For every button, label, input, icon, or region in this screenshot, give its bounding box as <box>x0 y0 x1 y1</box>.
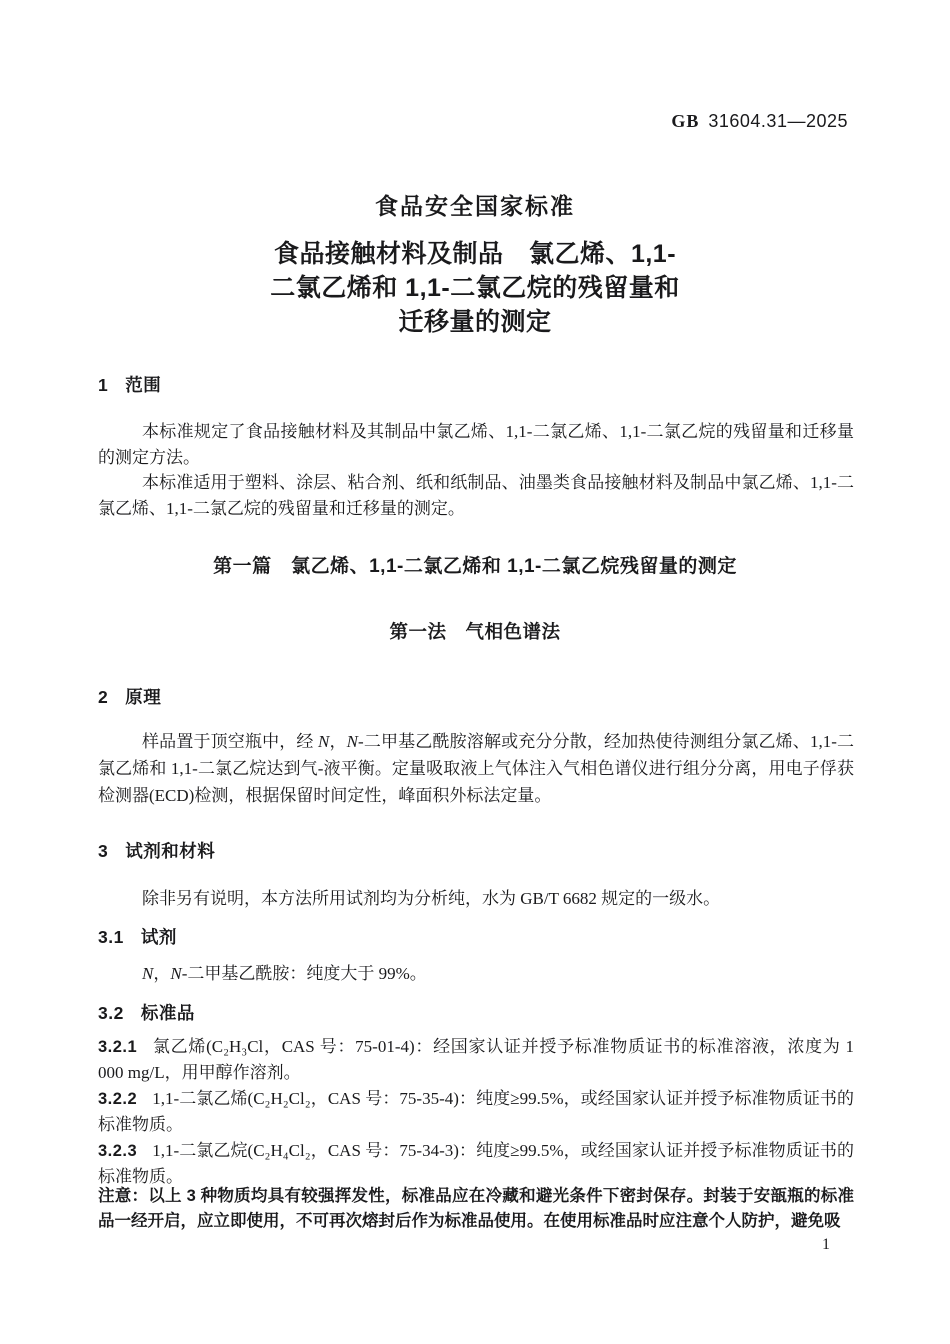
text-run: ， <box>329 732 347 751</box>
method-1-heading: 第一法 气相色谱法 <box>389 621 561 642</box>
clause-3-2-number: 3.2 <box>98 1003 124 1023</box>
clause-3-2-title: 标准品 <box>140 1003 195 1023</box>
clause-1-title: 范围 <box>125 375 162 395</box>
text-run: -二甲基乙酰胺：纯度大于 99%。 <box>181 964 427 983</box>
part-1-heading: 第一篇 氯乙烯、1,1-二氯乙烯和 1,1-二氯乙烷残留量的测定 <box>213 556 737 577</box>
standard-item-3-2-2 <box>98 1086 854 1138</box>
principle-paragraph <box>98 728 854 809</box>
text-run: N <box>142 964 154 983</box>
scope-paragraph-1: 本标准规定了食品接触材料及其制品中氯乙烯、1,1-二氯乙烯、1,1-二氯乙烷的残留量和迁移量的测定方法。 <box>98 422 854 467</box>
clause-3-number: 3 <box>98 841 109 861</box>
caution-note: 注意：以上 3 种物质均具有较强挥发性，标准品应在冷藏和避光条件下密封保存。封装于安瓿瓶的标准品一经开启，应立即使用，不可再次熔封后作为标准品使用。在使用标准品时应注意个人防护，避免吸 <box>98 1187 854 1230</box>
text-run: N <box>346 732 359 751</box>
standard-item-3-2-3 <box>98 1138 854 1190</box>
standard-code <box>671 111 848 132</box>
standard-item-3-2-2-number: 3.2.2 <box>98 1090 138 1108</box>
clause-3-1-number: 3.1 <box>98 927 124 947</box>
standard-item-3-2-2-text: 1,1-二氯乙烯(C₂H₂Cl₂，CAS 号：75-35-4)：纯度≥99.5%，或经国家认证并授予标准物质证书的标准物质。 <box>98 1089 854 1134</box>
clause-3-1-title: 试剂 <box>140 927 177 947</box>
clause-3-heading <box>98 838 854 863</box>
standard-item-3-2-3-text: 1,1-二氯乙烷(C₂H₄Cl₂，CAS 号：75-34-3)：纯度≥99.5%，或经国家认证并授予标准物质证书的标准物质。 <box>98 1141 854 1186</box>
standard-items-list <box>98 1034 854 1190</box>
clause-3-2-heading <box>98 1000 854 1025</box>
text-run: -二甲基乙酰胺溶解或充分分散，经加热使待测组分氯乙烯、1,1-二氯乙烯和 1,1-二氯乙烷达到气-液平衡。定量吸取液上气体注入气相色谱仪进行组分分离，用电子俘获检测器(ECD)检测，根据保留时间定性，峰面积外标法定量。 <box>98 732 855 805</box>
document-title-line-3: 迁移量的测定 <box>398 308 552 336</box>
clause-2-number: 2 <box>98 687 109 707</box>
clause-3-1-heading <box>98 924 854 949</box>
reagents-intro-paragraph: 除非另有说明，本方法所用试剂均为分析纯，水为 GB/T 6682 规定的一级水。 <box>142 889 721 908</box>
document-title-line-2: 二氯乙烯和 1,1-二氯乙烷的残留量和 <box>270 274 680 302</box>
reagent-dma-paragraph <box>98 961 854 987</box>
clause-2-heading <box>98 684 854 709</box>
standard-item-3-2-1 <box>98 1034 854 1086</box>
standard-code-prefix: GB <box>671 111 700 131</box>
standard-item-3-2-1-number: 3.2.1 <box>98 1038 138 1056</box>
document-title-line-1: 食品接触材料及制品 氯乙烯、1,1- <box>273 240 677 268</box>
text-run: 样品置于顶空瓶中，经 <box>142 732 318 751</box>
standard-item-3-2-1-text: 氯乙烯(C₂H₃Cl，CAS 号：75-01-4)：经国家认证并授予标准物质证书的标准溶液，浓度为 1 000 mg/L，用甲醇作溶剂。 <box>98 1037 854 1082</box>
text-run: N <box>318 732 330 751</box>
scope-paragraph-2: 本标准适用于塑料、涂层、粘合剂、纸和纸制品、油墨类食品接触材料及制品中氯乙烯、1,1-二氯乙烯、1,1-二氯乙烷的残留量和迁移量的测定。 <box>98 473 854 518</box>
document-title <box>0 237 950 339</box>
text-run: ， <box>153 964 171 983</box>
standard-code-number: 31604.31—2025 <box>708 111 848 131</box>
clause-3-title: 试剂和材料 <box>125 841 216 861</box>
standard-name-title: 食品安全国家标准 <box>375 193 575 219</box>
clause-1-heading <box>98 372 854 397</box>
text-run: N <box>170 964 182 983</box>
page-number: 1 <box>822 1236 830 1253</box>
standard-item-3-2-3-number: 3.2.3 <box>98 1142 138 1160</box>
clause-1-number: 1 <box>98 375 109 395</box>
clause-2-title: 原理 <box>125 687 162 707</box>
